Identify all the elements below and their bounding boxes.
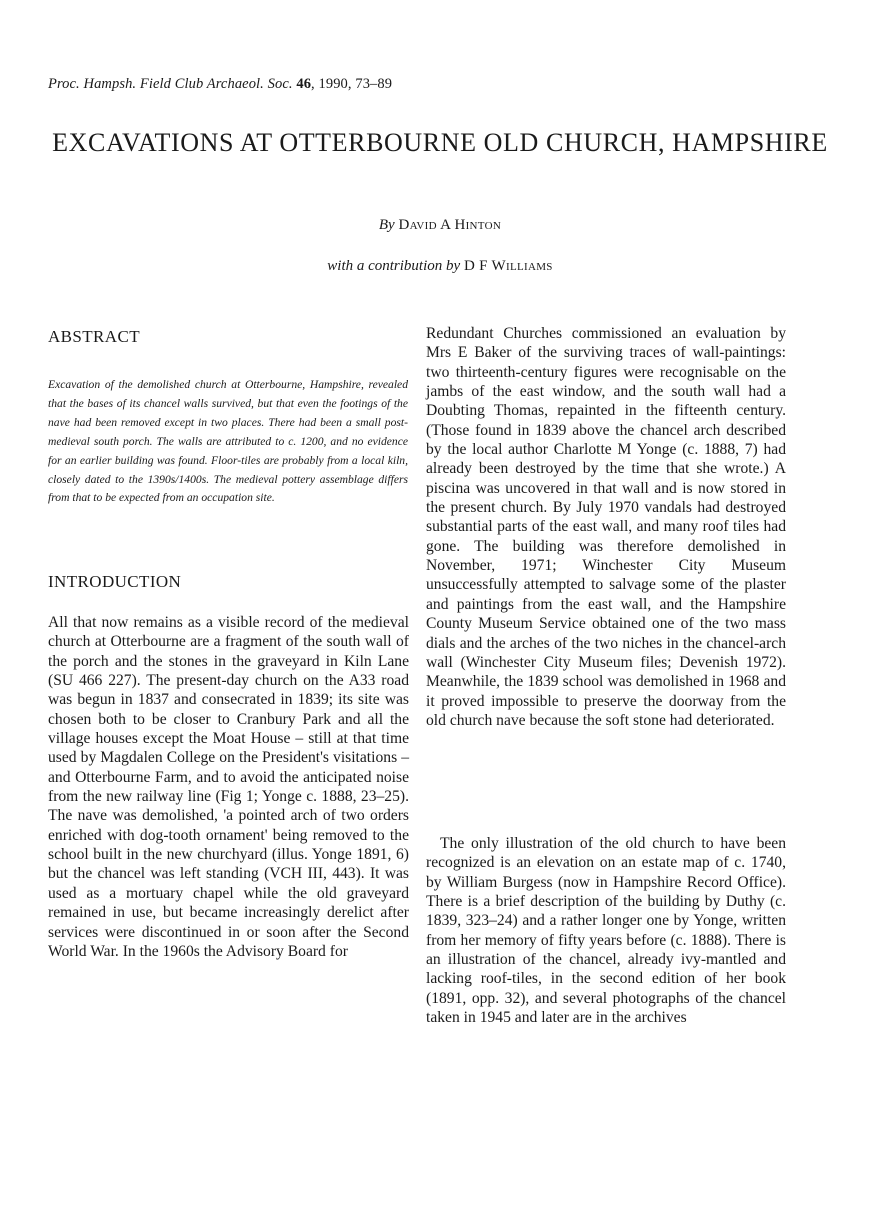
citation-volume: 46 — [296, 76, 312, 92]
contributor-name: D F Williams — [463, 258, 553, 274]
article-title: EXCAVATIONS AT OTTERBOURNE OLD CHURCH, HAMPSHIRE — [52, 128, 828, 157]
citation-pages: , 1990, 73–89 — [311, 76, 393, 92]
journal-citation — [48, 76, 392, 93]
abstract-text: Excavation of the demolished church at Otterbourne, Hampshire, revealed that the bases of its chancel walls survived, but that even the footings of the nave had been removed except in two places. There had been a small post-medieval south porch. The walls are attributed to c. 1200, and no evidence for an earlier building was found. Floor-tiles are probably from a local kiln, closely dated to the 1390s/1400s. The medieval pottery assemblage differs from that to be expected from an occupation site. — [48, 378, 408, 505]
contribution-line — [40, 258, 840, 275]
author-name: David A Hinton — [398, 217, 502, 233]
introduction-heading: INTRODUCTION — [48, 572, 182, 591]
citation-journal: Proc. Hampsh. Field Club Archaeol. Soc. — [48, 76, 293, 92]
byline-prefix: By — [378, 217, 395, 233]
abstract-heading: ABSTRACT — [48, 327, 140, 346]
introduction-paragraph-3: The only illustration of the old church to have been recognized is an elevation on an estate map of c. 1740, by William Burgess (now in Hampshire Record Office). There is a brief description of the building by Duthy (c. 1839, 323–24) and a rather longer one by Yonge, written from her memory of fifty years before (c. 1888). There is an illustration of the chancel, already ivy-mantled and lacking roof-tiles, in the second edition of her book (1891, opp. 32), and several photographs of the chancel taken in 1945 and later are in the archives — [426, 835, 786, 1027]
contribution-prefix: with a contribution by — [327, 258, 461, 274]
introduction-paragraph-2: Redundant Churches commissioned an evaluation by Mrs E Baker of the surviving traces of wall-paintings: two thirteenth-century figures were recognisable on the jambs of the east window, and the south wall had a Doubting Thomas, repainted in the fifteenth century. (Those found in 1839 above the chancel arch described by the local author Charlotte M Yonge (c. 1888, 7) had already been destroyed by the time that she wrote.) A piscina was uncovered in that wall and is now stored in the present church. By July 1970 vandals had destroyed substantial parts of the east wall, and many roof tiles had gone. The building was therefore demolished in November, 1971; Winchester City Museum unsuccessfully attempted to salvage some of the plaster and paintings from the east wall, and the Hampshire County Museum Service obtained one of the two mass dials and the arches of the two niches in the chancel-arch wall (Winchester City Museum files; Devenish 1972). Meanwhile, the 1839 school was demolished in 1968 and it proved impossible to preserve the doorway from the old church nave because the soft stone had deteriorated. — [426, 325, 786, 729]
byline — [40, 217, 840, 234]
introduction-paragraph-1: All that now remains as a visible record of the medieval church at Otterbourne are a fragment of the south wall of the porch and the stones in the graveyard in Kiln Lane (SU 466 227). The present-day church on the A33 road was begun in 1837 and consecrated in 1839; its site was chosen both to be closer to Cranbury Park and all the village houses except the Moat House – still at that time used by Magdalen College on the President's visitations – and Otterbourne Farm, and to avoid the anticipated noise from the new railway line (Fig 1; Yonge c. 1888, 23–25). The nave was demolished, 'a pointed arch of two orders enriched with dog-tooth ornament' being removed to the school built in the new churchyard (illus. Yonge 1891, 6) but the chancel was left standing (VCH III, 443). It was used as a mortuary chapel while the old graveyard remained in use, but became increasingly derelict after services were discontinued in or soon after the Second World War. In the 1960s the Advisory Board for — [48, 614, 409, 960]
